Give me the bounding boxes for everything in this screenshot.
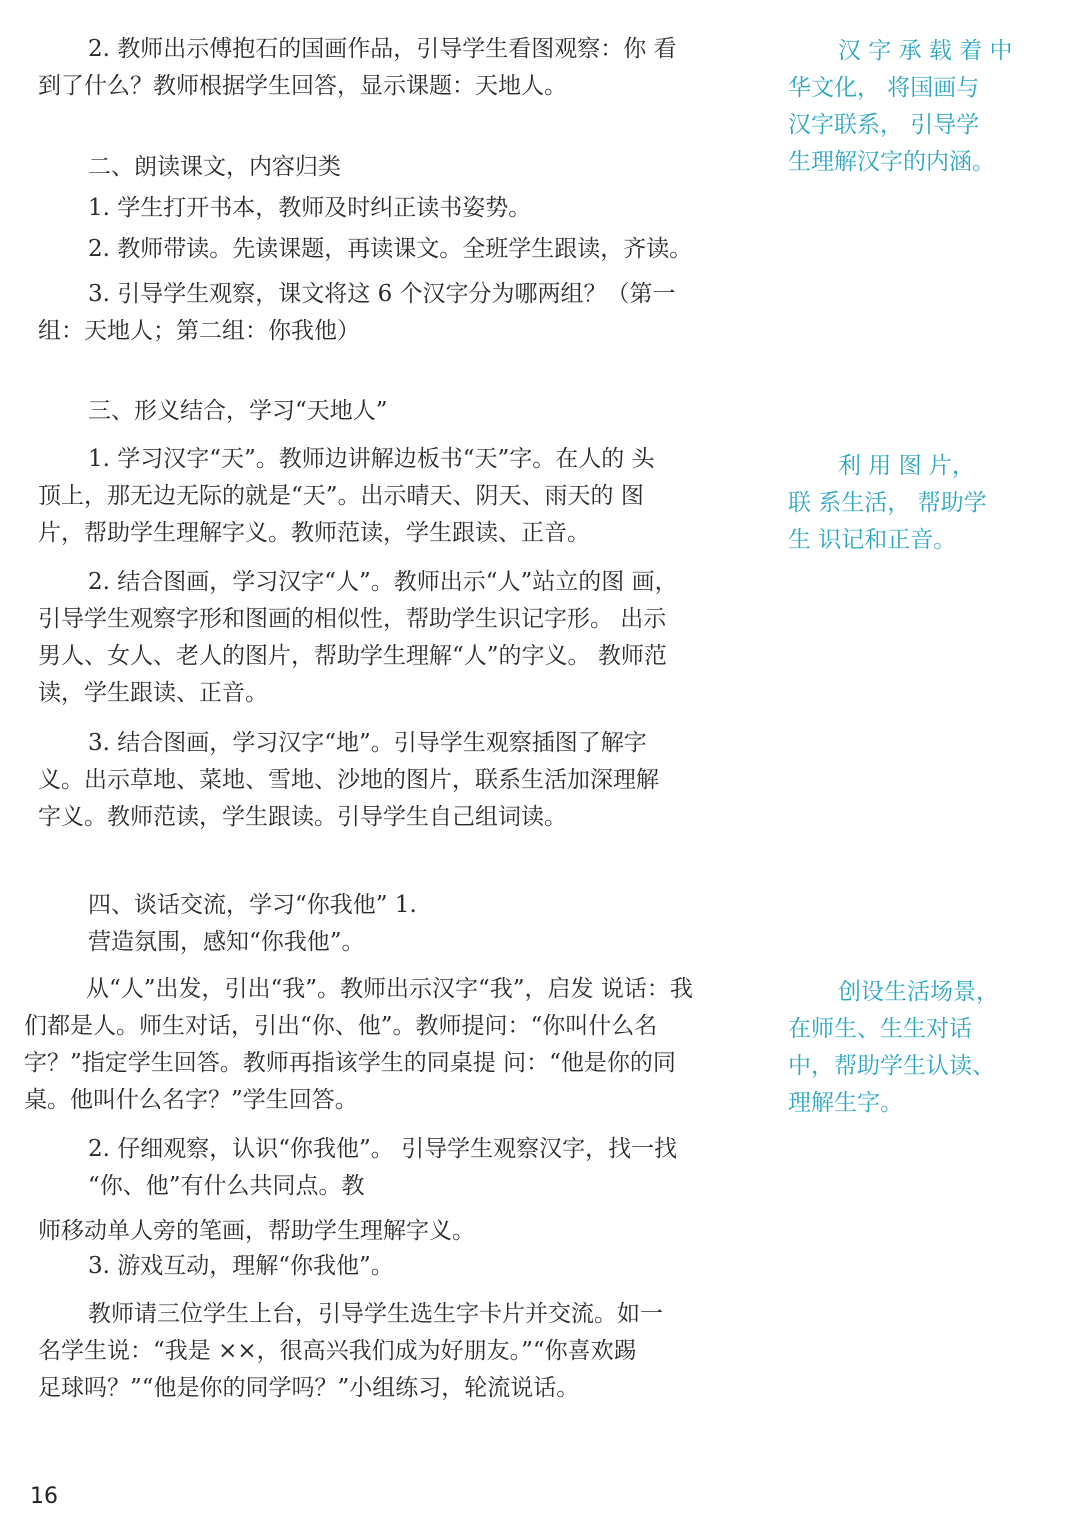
line: 营造氛围，感知“你我他”。	[88, 929, 365, 955]
line: 引导学生观察字形和图画的相似性，帮助学生识记字形。 出示	[38, 606, 667, 632]
paragraph-4-2	[38, 1131, 718, 1205]
line: 3. 结合图画，学习汉字“地”。引导学生观察插图了解字	[88, 730, 647, 756]
paragraph-2-2: 2. 教师带读。先读课题，再读课文。全班学生跟读，齐读。	[88, 236, 693, 262]
note-line: 华文化， 将国画与	[788, 75, 980, 101]
line: “你、他”有什么共同点。教	[88, 1173, 365, 1199]
line: 读，学生跟读、正音。	[38, 680, 268, 706]
note-line: 在师生、生生对话	[788, 1016, 972, 1042]
line: 字义。教师范读，学生跟读。引导学生自己组词读。	[38, 804, 567, 830]
paragraph-3-1	[38, 441, 718, 552]
line: 男人、女人、老人的图片，帮助学生理解“人”的字义。 教师范	[38, 643, 667, 669]
note-line: 汉 字 承 载 着 中	[838, 38, 1013, 64]
paragraph-4-1	[24, 971, 724, 1119]
paragraph-2-3	[38, 276, 718, 350]
paragraph-4-4	[38, 1296, 718, 1407]
paragraph-3-2	[38, 564, 718, 712]
page-number: 16	[30, 1484, 58, 1509]
line: 们都是人。师生对话，引出“你、他”。教师提问：“你叫什么名	[24, 1013, 658, 1039]
section-heading-2: 二、朗读课文，内容归类	[88, 154, 341, 180]
line: 名学生说：“我是 ××，很高兴我们成为好朋友。”“你喜欢踢	[38, 1338, 637, 1364]
line: 足球吗？”“他是你的同学吗？”小组练习，轮流说话。	[38, 1375, 580, 1401]
margin-note-2	[788, 448, 1028, 559]
note-line: 汉字联系， 引导学	[788, 112, 980, 138]
note-line: 生 识记和正音。	[788, 527, 957, 553]
line: 1. 学习汉字“天”。教师边讲解边板书“天”字。在人的 头	[88, 446, 655, 472]
paragraph-2-1: 1. 学生打开书本，教师及时纠正读书姿势。	[88, 195, 532, 221]
paragraph-3-3	[38, 725, 718, 836]
note-line: 生理解汉字的内涵。	[788, 149, 995, 175]
line: 片，帮助学生理解字义。教师范读，学生跟读、正音。	[38, 520, 590, 546]
margin-note-3	[788, 974, 1028, 1122]
line: 2. 教师出示傅抱石的国画作品，引导学生看图观察：你 看	[88, 36, 677, 62]
line: 四、谈话交流，学习“你我他” 1.	[88, 892, 417, 918]
line: 从“人”出发，引出“我”。教师出示汉字“我”，启发 说话：我	[86, 976, 693, 1002]
note-line: 理解生字。	[788, 1090, 903, 1116]
line: 2. 仔细观察，认识“你我他”。 引导学生观察汉字，找一找	[88, 1136, 678, 1162]
line: 2. 结合图画，学习汉字“人”。教师出示“人”站立的图 画，	[88, 569, 678, 595]
note-line: 利 用 图 片，	[838, 453, 975, 479]
line: 顶上，那无边无际的就是“天”。出示晴天、阴天、雨天的 图	[38, 483, 644, 509]
margin-note-1	[788, 33, 1028, 181]
note-line: 创设生活场景，	[838, 979, 999, 1005]
section-heading-4	[38, 887, 718, 961]
line: 到了什么？教师根据学生回答，显示课题：天地人。	[38, 73, 567, 99]
line: 桌。他叫什么名字？”学生回答。	[24, 1087, 358, 1113]
paragraph-4-3: 3. 游戏互动，理解“你我他”。	[88, 1253, 394, 1279]
line: 字？”指定学生回答。教师再指该学生的同桌提 问：“他是你的同	[24, 1050, 676, 1076]
line: 教师请三位学生上台，引导学生选生字卡片并交流。如一	[88, 1301, 663, 1327]
note-line: 中，帮助学生认读、	[788, 1053, 995, 1079]
line: 组：天地人；第二组：你我他）	[38, 318, 360, 344]
line: 3. 引导学生观察，课文将这 6 个汉字分为哪两组？（第一	[88, 281, 676, 307]
paragraph-1	[38, 31, 718, 105]
note-line: 联 系生活， 帮助学	[788, 490, 987, 516]
paragraph-4-2-continued: 师移动单人旁的笔画，帮助学生理解字义。	[38, 1218, 475, 1244]
section-heading-3: 三、形义结合，学习“天地人”	[88, 398, 388, 424]
line: 义。出示草地、菜地、雪地、沙地的图片，联系生活加深理解	[38, 767, 659, 793]
